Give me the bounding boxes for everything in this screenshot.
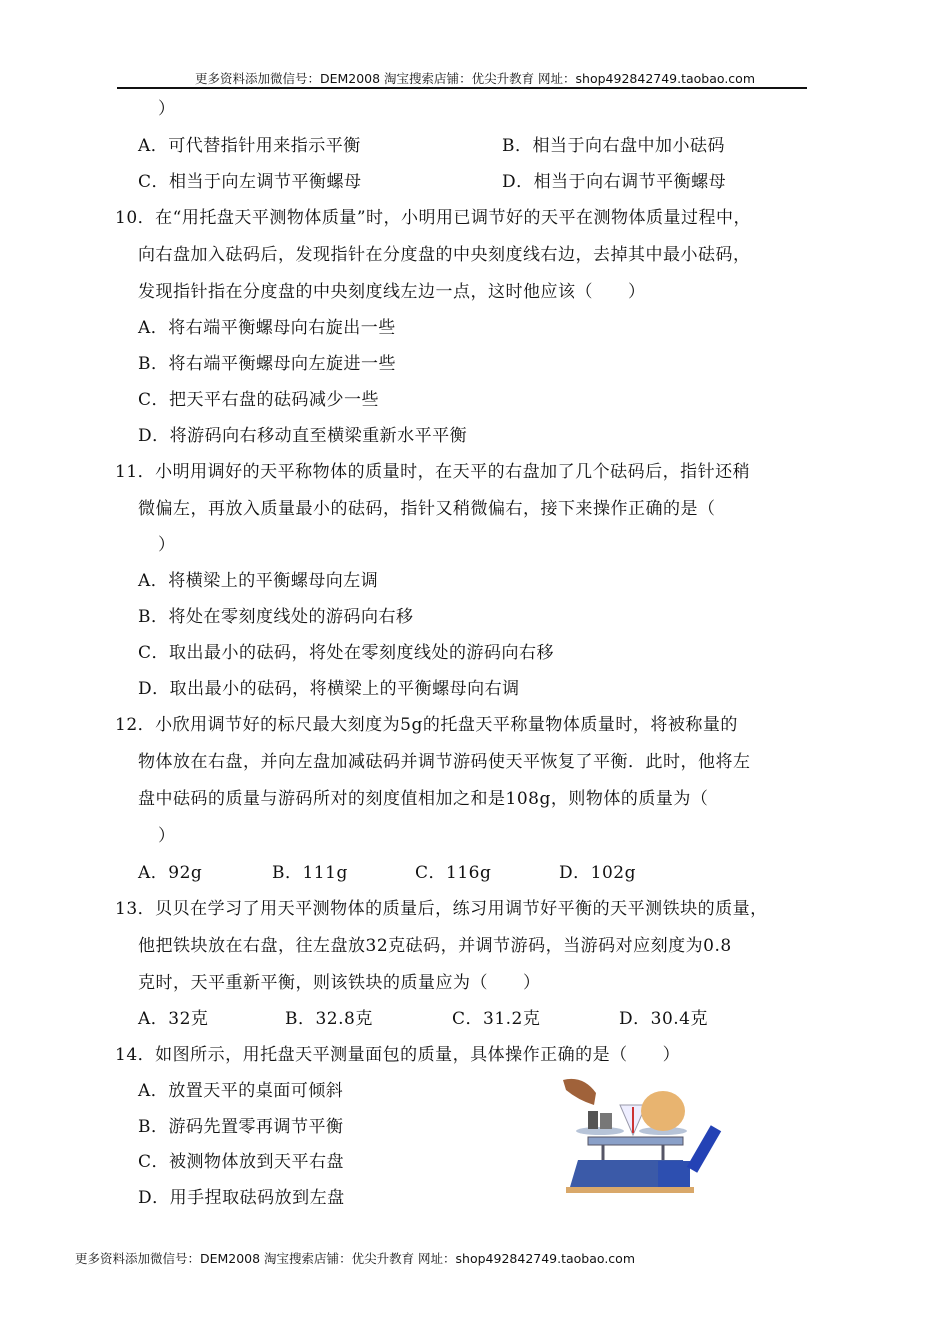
balance-scale-illustration: [558, 1075, 728, 1195]
q12-stem-2: 物体放在右盘，并向左盘加减砝码并调节游码使天平恢复了平衡．此时，他将左: [138, 752, 751, 772]
q12-option-a: A．92g: [138, 863, 203, 883]
q9-option-b: B．相当于向右盘中加小砝码: [502, 136, 725, 156]
q12-stem-3: 盘中砝码的质量与游码所对的刻度值相加之和是108g，则物体的质量为（: [138, 789, 709, 809]
q10-option-d: D．将游码向右移动直至横梁重新水平平衡: [138, 426, 468, 446]
q10-option-a: A．将右端平衡螺母向右旋出一些: [138, 318, 396, 338]
q13-option-c: C．31.2克: [452, 1009, 541, 1029]
q12-option-b: B．111g: [272, 863, 348, 883]
q11-option-c: C．取出最小的砝码，将处在零刻度线处的游码向右移: [138, 643, 555, 663]
q14-option-d: D．用手捏取砝码放到左盘: [138, 1188, 345, 1208]
q11-option-a: A．将横梁上的平衡螺母向左调: [138, 571, 379, 591]
q11-stem-2: 微偏左，再放入质量最小的砝码，指针又稍微偏右，接下来操作正确的是（: [138, 499, 716, 519]
q11-option-b: B．将处在零刻度线处的游码向右移: [138, 607, 414, 627]
q10-option-c: C．把天平右盘的砝码减少一些: [138, 390, 380, 410]
q9-tail: ）: [158, 99, 176, 119]
q9-option-c: C．相当于向左调节平衡螺母: [138, 172, 362, 192]
header-rule: [117, 87, 807, 89]
q12-option-c: C．116g: [415, 863, 492, 883]
q10-stem-2: 向右盘加入砝码后，发现指针在分度盘的中央刻度线右边，去掉其中最小砝码，: [138, 245, 751, 265]
q14-option-b: B．游码先置零再调节平衡: [138, 1117, 344, 1137]
q13-option-b: B．32.8克: [285, 1009, 373, 1029]
q13-stem-3: 克时，天平重新平衡，则该铁块的质量应为（ ）: [138, 973, 541, 993]
q13-stem: 13．贝贝在学习了用天平测物体的质量后，练习用调节好平衡的天平测铁块的质量，: [115, 899, 768, 919]
q11-stem: 11．小明用调好的天平称物体的质量时，在天平的右盘加了几个砝码后，指针还稍: [115, 462, 751, 482]
page-footer: 更多资料添加微信号：DEM2008 淘宝搜索店铺：优尖升教育 网址：shop492842749.taobao.com: [74, 1251, 636, 1266]
q14-option-a: A．放置天平的桌面可倾斜: [138, 1081, 344, 1101]
q14-stem: 14．如图所示，用托盘天平测量面包的质量，具体操作正确的是（ ）: [115, 1045, 681, 1065]
q11-stem-3: ）: [158, 535, 176, 555]
q10-option-b: B．将右端平衡螺母向左旋进一些: [138, 354, 396, 374]
q12-stem: 12．小欣用调节好的标尺最大刻度为5g的托盘天平称量物体质量时，将被称量的: [115, 715, 738, 735]
q13-option-d: D．30.4克: [619, 1009, 708, 1029]
q13-option-a: A．32克: [138, 1009, 209, 1029]
q9-option-d: D．相当于向右调节平衡螺母: [502, 172, 727, 192]
q12-option-d: D．102g: [559, 863, 636, 883]
q14-option-c: C．被测物体放到天平右盘: [138, 1152, 345, 1172]
q10-stem-3: 发现指针指在分度盘的中央刻度线左边一点，这时他应该（ ）: [138, 282, 646, 302]
q12-stem-4: ）: [158, 826, 176, 846]
page-header: 更多资料添加微信号：DEM2008 淘宝搜索店铺：优尖升教育 网址：shop492842749.taobao.com: [194, 71, 756, 86]
q10-stem: 10．在“用托盘天平测物体质量”时，小明用已调节好的天平在测物体质量过程中，: [115, 208, 752, 228]
q13-stem-2: 他把铁块放在右盘，往左盘放32克砝码，并调节游码，当游码对应刻度为0.8: [138, 936, 732, 956]
q9-option-a: A．可代替指针用来指示平衡: [138, 136, 361, 156]
q11-option-d: D．取出最小的砝码，将横梁上的平衡螺母向右调: [138, 679, 520, 699]
